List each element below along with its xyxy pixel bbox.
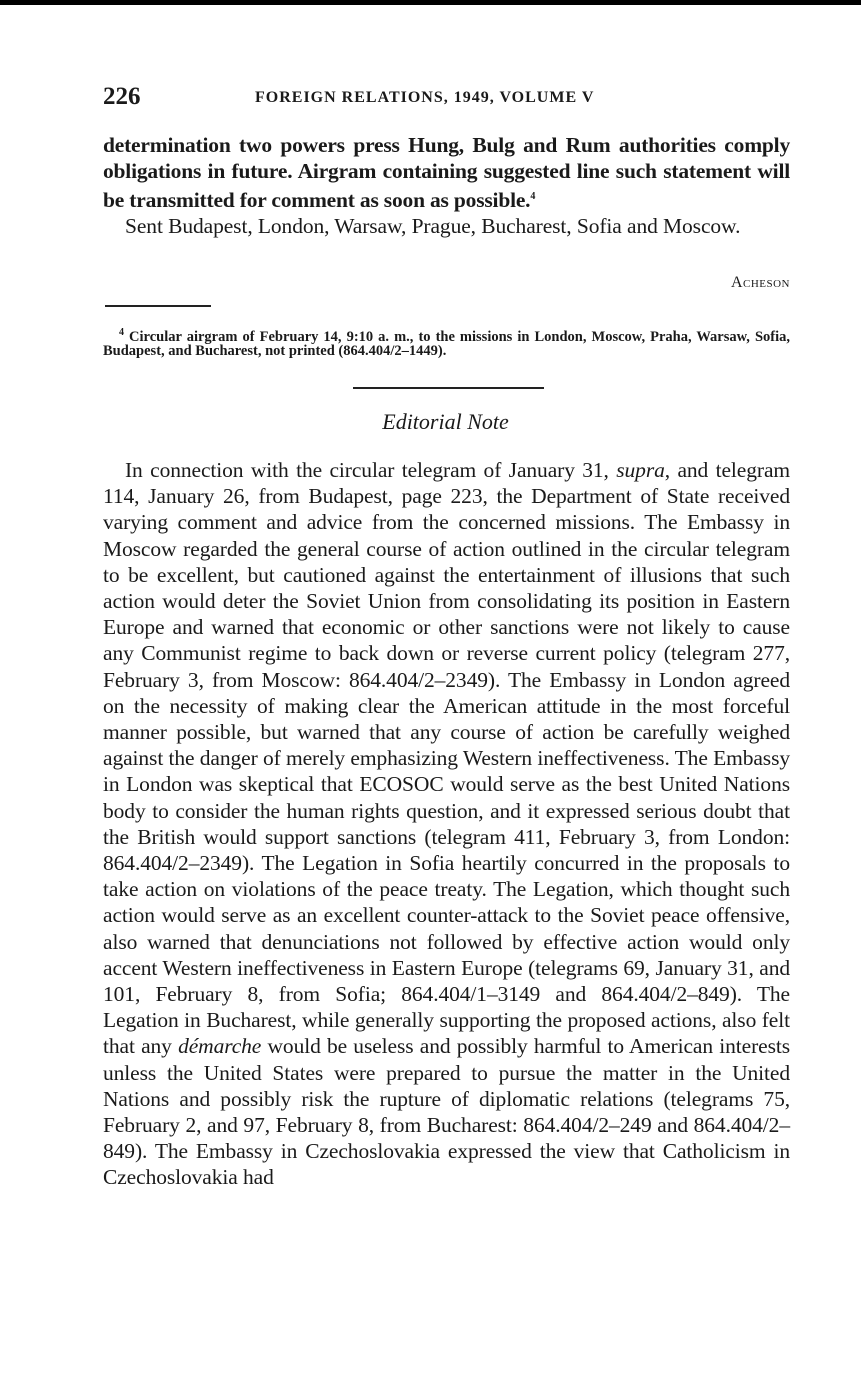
supra-word: supra (616, 458, 665, 482)
editorial-note-body (103, 457, 790, 1191)
editorial-note-text-1: In connection with the circular telegram of January 31, (125, 458, 617, 482)
footnote-rule (105, 305, 211, 307)
continuation-text: determination two powers press Hung, Bulg and Rum authorities comply obligations in future. Airgram containing suggested line such statement will be transmitted for comment as soon as possible. (103, 133, 790, 213)
page-number: 226 (103, 83, 141, 110)
footnote (103, 326, 790, 358)
page-header (103, 83, 791, 113)
editorial-note-text-2: , and telegram 114, January 26, from Budapest, page 223, the Department of State received varying comment and advice from the concerned missions. The Embassy in Moscow regarded the general course of action outlined in the circular telegram to be excellent, but cautioned against the entertainment of illusions that such action would deter the Soviet Union from consolidating its position in Eastern Europe and warned that economic or other sanctions were not likely to cause any Communist regime to back down or reverse current policy (telegram 277, February 3, from Moscow: 864.404/2–2349). The Embassy in London agreed on the necessity of making clear the American attitude in the most forceful manner possible, but warned that any course of action be carefully weighed against the danger of merely emphasizing Western ineffectiveness. The Embassy in London was skeptical that ECOSOC would serve as the best United Nations body to consider the human rights question, and it expressed serious doubt that the British would support sanctions (telegram 411, February 3, from London: 864.404/2–2349). The Legation in Sofia heartily concurred in the proposals to take action on violations of the peace treaty. The Legation, which thought such action would serve as an excellent counter-attack to the Soviet peace offensive, also warned that denunciations not followed by effective action would only accent Western ineffectiveness in Eastern Europe (telegrams 69, January 31, and 101, February 8, from Sofia; 864.404/1–3149 and 864.404/2–849). The Legation in Bucharest, while generally supporting the proposed actions, also felt that any (103, 458, 791, 1059)
section-divider (353, 387, 544, 389)
page-top-edge (0, 0, 861, 5)
editorial-note-text-3: would be useless and possibly harmful to American interests unless the United States were prepared to pursue the matter in the United Nations and possibly risk the rupture of diplomatic relations (telegrams 75, February 2, and 97, February 8, from Bucharest: 864.404/2–249 and 864.404/2–849). The Embassy in Czechoslovakia expressed the view that Catholicism in Czechoslovakia had (103, 1034, 790, 1190)
running-head: FOREIGN RELATIONS, 1949, VOLUME V (255, 89, 595, 106)
footnote-marker: 4 (119, 327, 124, 338)
signature: Acheson (730, 274, 790, 291)
footnote-reference: 4 (530, 191, 536, 202)
demarche-word: démarche (178, 1034, 262, 1059)
footnote-text: Circular airgram of February 14, 9:10 a. m., to the missions in London, Moscow, Praha, Warsaw, Sofia, Budapest, and Bucharest, not printed (864.404/2–1449). (103, 328, 791, 359)
editorial-note-title: Editorial Note (382, 409, 509, 434)
continuation-paragraph (103, 132, 790, 213)
sent-line: Sent Budapest, London, Warsaw, Prague, Bucharest, Sofia and Moscow. (125, 214, 741, 238)
